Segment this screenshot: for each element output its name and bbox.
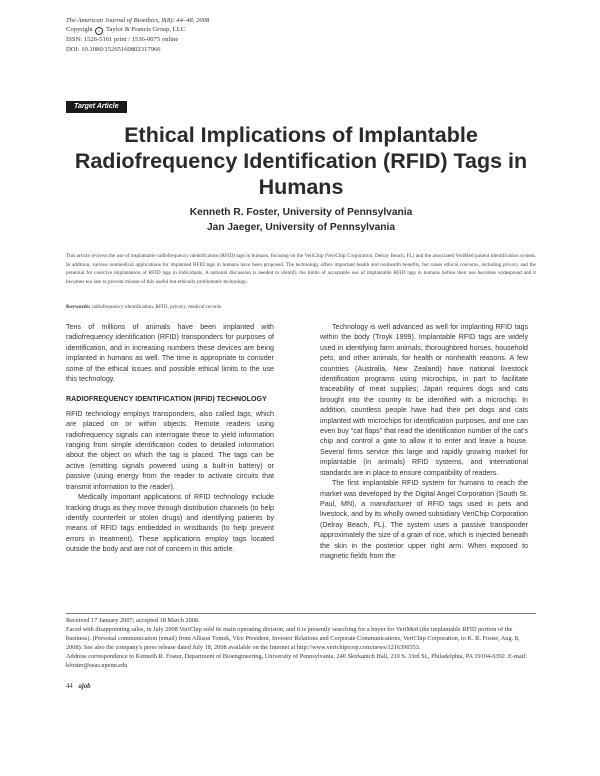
body-column-right — [320, 322, 528, 561]
footnote-correspondence: Address correspondence to Kenneth R. Foster, Department of Bioengineering, University of Pennsylvania, 240 Skirkanich Hall, 210 S. 33rd St., Philadelphia, PA 19104-6392. E-mail: kfoster@seas.upenn.edu — [66, 653, 527, 669]
text-run: RFID technology employs transponders, also called — [66, 409, 238, 418]
author-2: Jan Jaeger, University of Pennsylvania — [207, 222, 395, 233]
footnote-divider — [66, 613, 536, 614]
author-1: Kenneth R. Foster, University of Pennsylvania — [189, 207, 413, 218]
page-footer — [66, 683, 91, 690]
copyright-icon: c — [95, 27, 103, 35]
body-column-left — [66, 322, 274, 555]
doi-line: DOI: 10.1080/15265160802317966 — [66, 45, 161, 53]
footnote-verichip-sale: Faced with disappointing sales, in July 2008 VeriChip sold its main operating division, and it is presently searching for a buyer for VeriMed (the implantable RFID portion of the business). (Personal communication (email) from Allison Tomek, Vice President, Investor Relations and Corporate Communications, VeriChip Corporation, to K. R. Foster, Aug. 8, 2008). See also the company's press release dated July 18, 2008 available on the Internet at http://www.verichipcorp.com/news/1216390353. — [66, 626, 520, 651]
text-run: , which are placed on or within objects. Remote readers using radiofrequency signals can interrogate these to yield information ranging from simple identification codes to detailed information about the object on which the tag is placed. The tags can be active (emitting signals powered using a built-in battery) or passive (using energy from the reader to activate circuits that transmit information to the reader). — [66, 409, 275, 491]
section-heading: RADIOFREQUENCY IDENTIFICATION (RFID) TECHNOLOGY — [66, 395, 267, 404]
body-paragraph: Medically important applications of RFID technology include tracking drugs as they move through distribution channels (to help identify counterfeit or stolen drugs) and identifying patients by means of RFID tags embedded in wristbands (to help prevent errors in treatment). These applications employ tags located outside the body and are not of concern in this article. — [66, 493, 274, 554]
publication-metadata — [66, 16, 386, 54]
copyright-holder: Taylor & Francis Group, LLC — [105, 26, 186, 34]
journal-abbreviation: ajob — [78, 683, 91, 690]
body-paragraph: Technology is well advanced as well for implanting RFID tags within the body (Troyk 1999). Implantable RFID tags are widely used in identifying farm animals, thoroughbred horses, household pets, and other animals, for health or nonhealth reasons. A few countries (Australia, New Zealand) have national livestock identification programs using microchips, in part to facilitate traceability of meat supplies; Japan requires dogs and cats brought into the country to be identified with a microchip. In addition, countless people have had their pet dogs and cats implanted with microchips for identification purposes, and one can even buy “cat flaps” that read the identification number of the cat’s chip and control a gate to allow it to enter and leave a house. Several firms service this large and rapidly growing market for implantable (in animals) RFID systems, and international standards are in place to ensure compatibility of readers. — [320, 323, 528, 477]
article-type-badge: Target Article — [66, 101, 127, 113]
abstract: This article reviews the use of implantable radiofrequency identification (RFID) tags in humans, focusing on the VeriChip (VeriChip Corporation, Delray Beach, FL) and the associated VeriMed patient identification system. In addition, various nonmedical applications for implanted RFID tags in humans have been proposed. The technology offers important health and nonhealth benefits, but raises ethical concerns, including privacy and the potential for coercive implantation of RFID tags in individuals. A national discussion is needed to identify the limits of acceptable use of implantable RFID tags in humans before their use becomes widespread and it becomes too late to prevent misuse of this useful but ethically problematic technology. — [66, 253, 536, 285]
footnotes — [66, 616, 536, 670]
body-paragraph — [66, 409, 274, 492]
keywords — [66, 303, 536, 311]
keywords-text: radiofrequency identification, RFID, privacy, medical records — [91, 304, 222, 310]
copyright-prefix: Copyright — [66, 26, 93, 34]
issn-line: ISSN: 1526-5161 print / 1536-0075 online — [66, 36, 179, 44]
article-title: Ethical Implications of Implantable Radiofrequency Identification (RFID) Tags in Humans — [74, 123, 528, 199]
page-number: 44 — [66, 683, 73, 690]
body-paragraph: The first implantable RFID system for humans to reach the market was developed by the Digital Angel Corporation (South St. Paul, MN), a manufacturer of RFID tags used in pets and livestock, and by its wholly owned subsidiary VeriChip Corporation (Delray Beach, FL). The system uses a passive transponder approximately the size of a grain of rice, which is injected beneath the skin in the posterior upper right arm. When exposed to magnetic fields from the — [320, 479, 528, 560]
copyright-line — [66, 25, 386, 35]
footnote-received: Received 17 January 2007; accepted 18 March 2008. — [66, 617, 200, 624]
keywords-label: Keywords: — [66, 304, 91, 310]
text-emphasis: tags — [237, 409, 251, 418]
author-list — [66, 205, 536, 235]
body-paragraph: Tens of millions of animals have been implanted with radiofrequency identification (RFID) transponders for purposes of identification, and in increasing numbers these devices are being implanted in humans as well. The time is appropriate to consider some of the ethical issues and possible ethical limits to the use this technology. — [66, 323, 274, 384]
journal-citation: The American Journal of Bioethics, 8(8): 44–48, 2008 — [66, 17, 210, 24]
